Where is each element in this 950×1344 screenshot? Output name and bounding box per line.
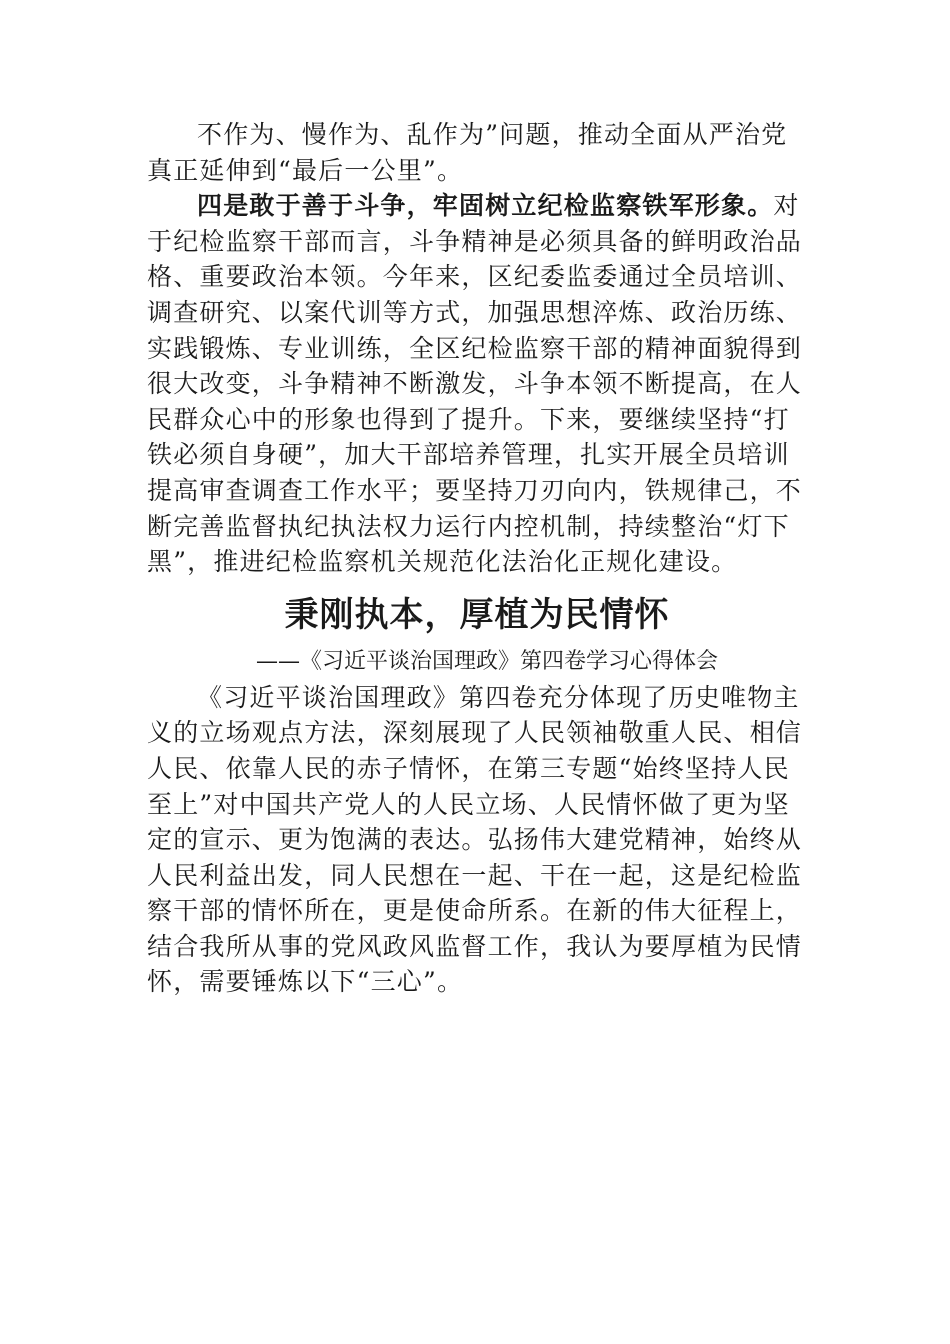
paragraph-line: 义的立场观点方法，深刻展现了人民领袖敬重人民、相信: [147, 718, 803, 748]
paragraph-line: 提高审查调查工作水平；要坚持刀刃向内，铁规律己，不: [147, 475, 803, 505]
paragraph-line: 民群众心中的形象也得到了提升。下来，要继续坚持“打: [147, 404, 790, 434]
paragraph-line: [147, 188, 807, 224]
paragraph-line: 结合我所从事的党风政风监督工作，我认为要厚植为民情: [147, 931, 803, 961]
paragraph-line: 至上”对中国共产党人的人民立场、人民情怀做了更为坚: [147, 789, 790, 819]
paragraph-line: 格、重要政治本领。今年来，区纪委监委通过全员培训、: [147, 262, 803, 292]
paragraph-line: 很大改变，斗争精神不断激发，斗争本领不断提高，在人: [147, 369, 803, 399]
paragraph-line: 真正延伸到“最后一公里”。: [147, 155, 464, 185]
paragraph-line: 怀，需要锤炼以下“三心”。: [147, 967, 464, 997]
paragraph-text: 对: [773, 191, 800, 221]
paragraph-line: 于纪检监察干部而言，斗争精神是必须具备的鲜明政治品: [147, 226, 803, 256]
paragraph-line: 实践锻炼、专业训练，全区纪检监察干部的精神面貌得到: [147, 333, 803, 363]
paragraph-line: 《习近平谈治国理政》第四卷充分体现了历史唯物主: [197, 682, 800, 712]
article-title: 秉刚执本，厚植为民情怀: [284, 594, 670, 635]
paragraph-line: 黑”，推进纪检监察机关规范化法治化正规化建设。: [147, 547, 738, 577]
paragraph-line: 定的宣示、更为饱满的表达。弘扬伟大建党精神，始终从: [147, 825, 803, 855]
document-body: [147, 117, 807, 1000]
paragraph-line: 察干部的情怀所在，更是使命所系。在新的伟大征程上，: [147, 896, 803, 926]
paragraph-line: 人民、依靠人民的赤子情怀，在第三专题“始终坚持人民: [147, 753, 790, 783]
section-heading: 四是敢于善于斗争，牢固树立纪检监察铁军形象。: [197, 191, 774, 221]
paragraph-line: 人民利益出发，同人民想在一起、干在一起，这是纪检监: [147, 860, 803, 890]
article-subtitle: ——《习近平谈治国理政》第四卷学习心得体会: [255, 648, 718, 674]
paragraph-line: 铁必须自身硬”，加大干部培养管理，扎实开展全员培训: [147, 440, 790, 470]
paragraph-line: 断完善监督执纪执法权力运行内控机制，持续整治“灯下: [147, 511, 790, 541]
paragraph-line: 不作为、慢作为、乱作为”问题，推动全面从严治党: [197, 120, 788, 149]
paragraph-line: 调查研究、以案代训等方式，加强思想淬炼、政治历练、: [147, 297, 803, 327]
